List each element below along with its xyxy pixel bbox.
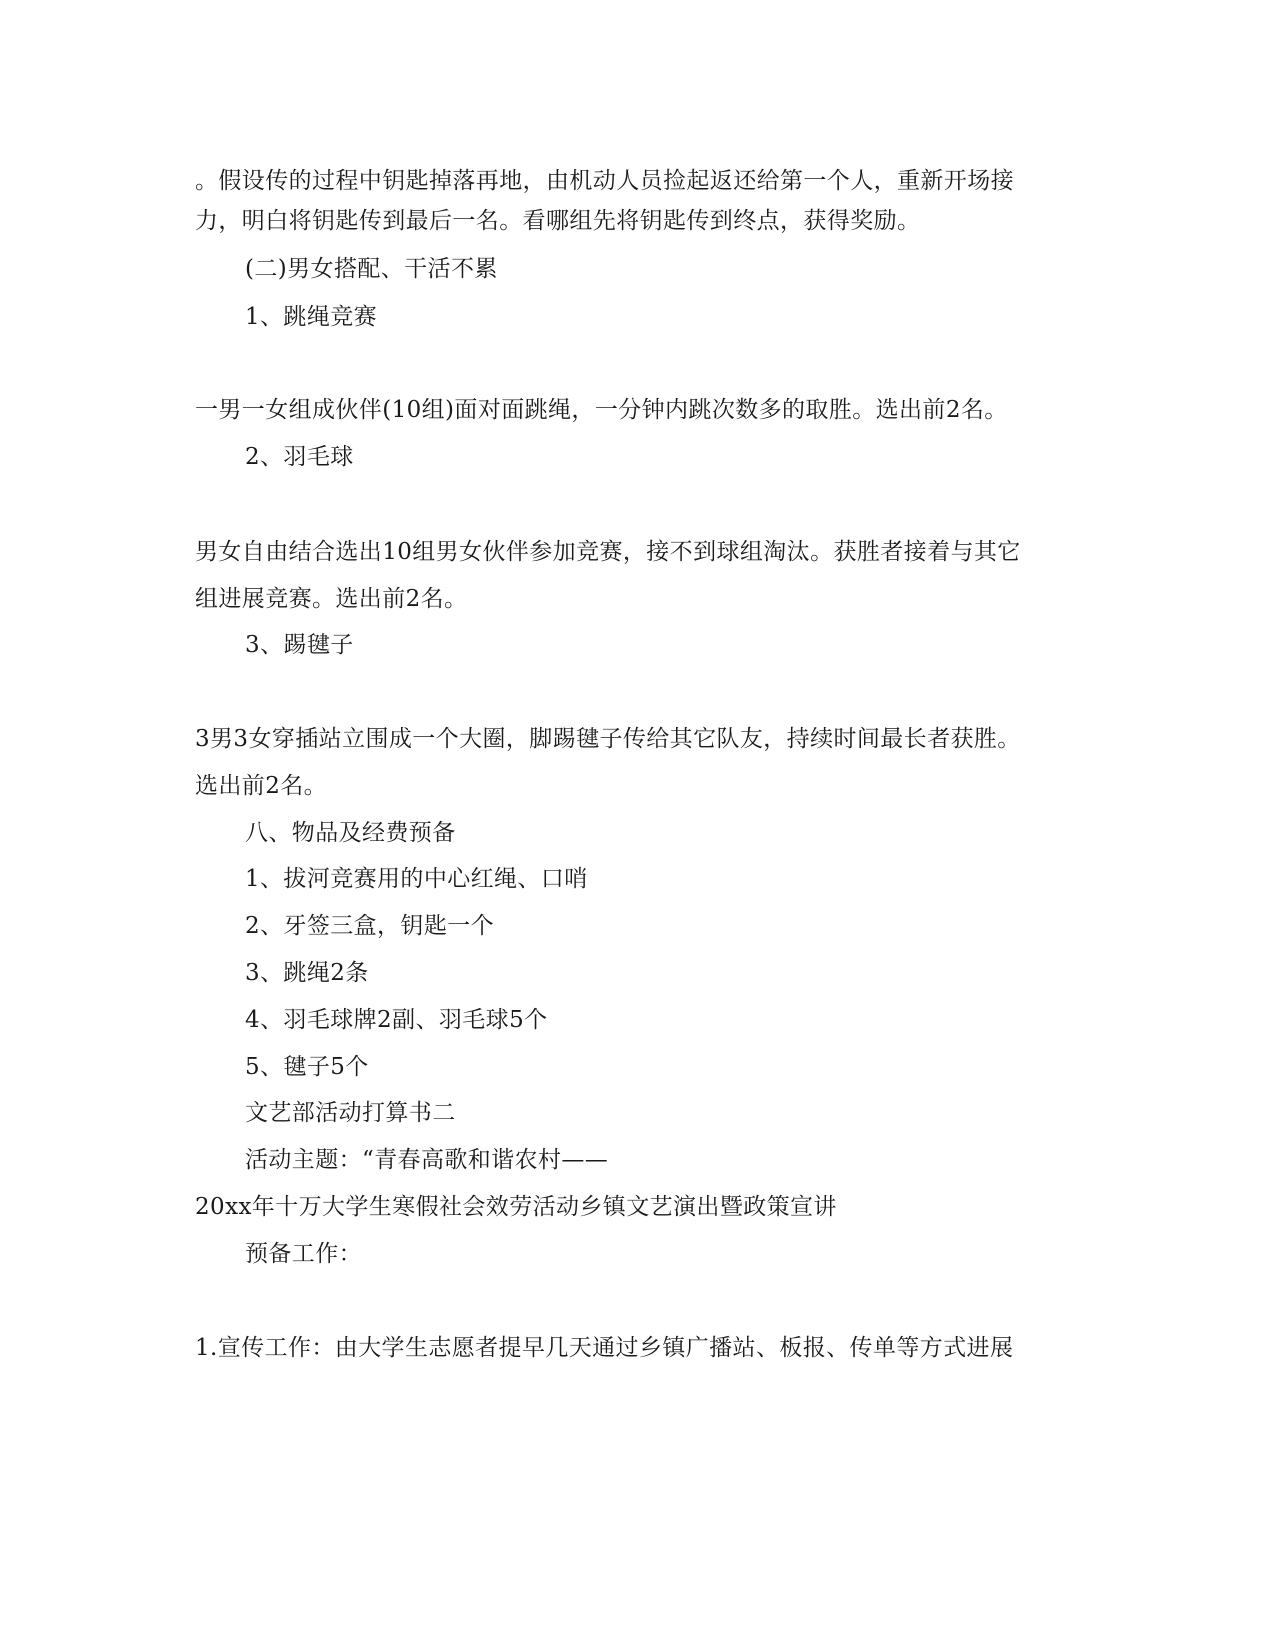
text-line: 选出前2名。	[195, 773, 328, 799]
text-line: 。假设传的过程中钥匙掉落再地，由机动人员捡起返还给第一个人，重新开场接	[195, 168, 1014, 194]
text-line: 活动主题：“青春高歌和谐农村——	[245, 1147, 609, 1173]
list-item-heading: 2、羽毛球	[245, 444, 354, 470]
section-heading: 预备工作：	[245, 1241, 362, 1267]
list-item: 4、羽毛球牌2副、羽毛球5个	[245, 1007, 548, 1033]
section-heading: 八、物品及经费预备	[245, 820, 456, 846]
list-item: 3、跳绳2条	[245, 960, 369, 986]
text-line: 1.宣传工作：由大学生志愿者提早几天通过乡镇广播站、板报、传单等方式进展	[195, 1335, 1014, 1361]
list-item-heading: 3、踢毽子	[245, 632, 354, 658]
text-line: 力，明白将钥匙传到最后一名。看哪组先将钥匙传到终点，获得奖励。	[195, 208, 921, 234]
document-title: 文艺部活动打算书二	[245, 1100, 456, 1126]
text-line: 3男3女穿插站立围成一个大圈，脚踢毽子传给其它队友，持续时间最长者获胜。	[195, 726, 1021, 752]
section-heading: (二)男女搭配、干活不累	[245, 256, 498, 282]
text-line: 一男一女组成伙伴(10组)面对面跳绳，一分钟内跳次数多的取胜。选出前2名。	[195, 397, 1008, 423]
text-line: 男女自由结合选出10组男女伙伴参加竞赛，接不到球组淘汰。获胜者接着与其它	[195, 539, 1021, 565]
text-line: 组进展竞赛。选出前2名。	[195, 586, 468, 612]
text-line: 20xx年十万大学生寒假社会效劳活动乡镇文艺演出暨政策宣讲	[195, 1194, 837, 1220]
list-item: 5、毽子5个	[245, 1054, 369, 1080]
list-item: 1、拔河竞赛用的中心红绳、口哨	[245, 866, 588, 892]
list-item: 2、牙签三盒，钥匙一个	[245, 913, 495, 939]
list-item-heading: 1、跳绳竞赛	[245, 304, 378, 330]
